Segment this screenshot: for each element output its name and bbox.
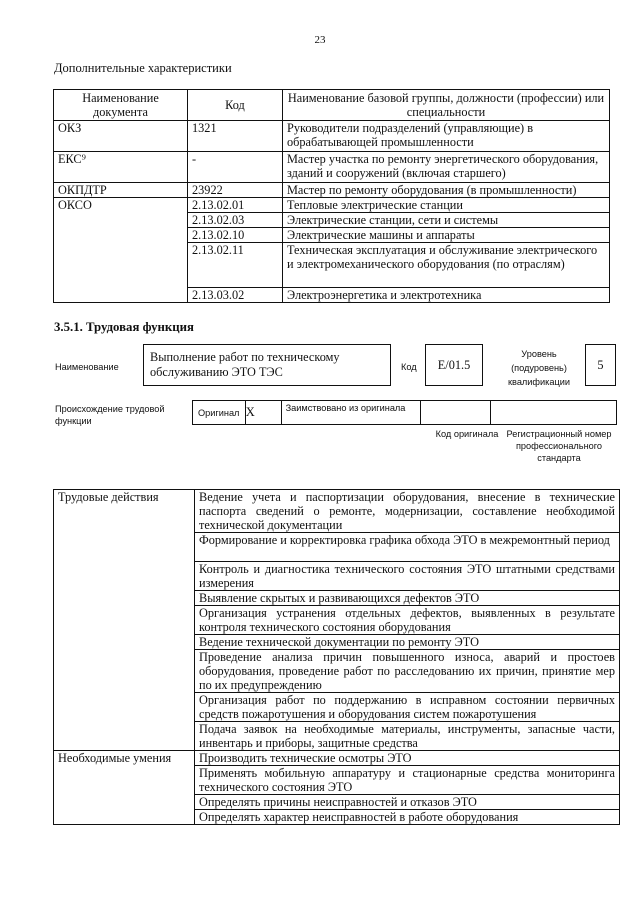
reg-number-label: Регистрационный номер профессионального стандарта — [506, 429, 612, 463]
origin-label: Происхождение трудовой функции — [55, 404, 165, 426]
section-heading: Дополнительные характеристики — [54, 61, 232, 75]
code-cell: 2.13.02.11 — [188, 243, 283, 288]
code-cell: 2.13.02.01 — [188, 198, 283, 213]
skill-item: Применять мобильную аппаратуру и стационарные средства мониторинга технического состояния ЭТО — [195, 766, 620, 795]
column-header: Код — [188, 90, 283, 121]
code-label: Код — [401, 362, 417, 372]
table-row — [54, 183, 610, 198]
code-cell: 2.13.02.03 — [188, 213, 283, 228]
code-original-label: Код оригинала — [435, 429, 499, 439]
origin-box — [192, 400, 617, 425]
code-cell: 2.13.03.02 — [188, 288, 283, 303]
table-row — [54, 751, 620, 766]
name-label: Наименование — [55, 362, 119, 372]
subsection-heading: 3.5.1. Трудовая функция — [54, 320, 194, 334]
action-item: Организация работ по поддержанию в исправном состоянии первичных средств пожаротушения и оборудования систем пожаротушения — [195, 693, 620, 722]
code-original-cell — [421, 401, 491, 424]
action-item: Выявление скрытых и развивающихся дефектов ЭТО — [195, 591, 620, 606]
group-label: Трудовые действия — [54, 490, 195, 751]
column-header: Наименование документа — [54, 90, 188, 121]
code-cell: 23922 — [188, 183, 283, 198]
code-cell: - — [188, 152, 283, 183]
name-cell: Техническая эксплуатация и обслуживание электрического и электромеханического оборудования (по отраслям) — [283, 243, 610, 288]
name-cell: Электроэнергетика и электротехника — [283, 288, 610, 303]
action-item: Проведение анализа причин повышенного износа, аварий и простоев оборудования, проведение работ по расследованию их причин, принятие мер по их предупреждению — [195, 650, 620, 693]
skill-item: Определять характер неисправностей в работе оборудования — [195, 810, 620, 825]
borrowed-label: Заимствовано из оригинала — [282, 401, 421, 424]
name-cell: Электрические машины и аппараты — [283, 228, 610, 243]
code-cell: 1321 — [188, 121, 283, 152]
table-row — [54, 198, 610, 213]
classification-table — [53, 89, 610, 303]
reg-number-cell — [491, 401, 616, 424]
action-item: Ведение технической документации по ремонту ЭТО — [195, 635, 620, 650]
level-label: Уровень (подуровень) квалификации — [508, 349, 570, 387]
action-item: Формирование и корректировка графика обхода ЭТО в межремонтный период — [195, 533, 620, 562]
column-header: Наименование базовой группы, должности (профессии) или специальности — [283, 90, 610, 121]
doc-cell: ОКПДТР — [54, 183, 188, 198]
name-cell: Мастер участка по ремонту энергетического оборудования, зданий и сооружений (включая старшего) — [283, 152, 610, 183]
doc-cell: ЕКС⁹ — [54, 152, 188, 183]
name-cell: Мастер по ремонту оборудования (в промышленности) — [283, 183, 610, 198]
group-label: Необходимые умения — [54, 751, 195, 825]
table-row — [54, 152, 610, 183]
name-cell: Тепловые электрические станции — [283, 198, 610, 213]
doc-cell: ОКСО — [54, 198, 188, 303]
original-label: Оригинал — [193, 401, 246, 424]
function-code-box: E/01.5 — [425, 344, 483, 386]
function-name-box: Выполнение работ по техническому обслуживанию ЭТО ТЭС — [143, 344, 391, 386]
code-cell: 2.13.02.10 — [188, 228, 283, 243]
level-box: 5 — [585, 344, 616, 386]
action-item: Подача заявок на необходимые материалы, инструменты, запасные части, инвентарь и приборы, защитные средства — [195, 722, 620, 751]
name-cell: Электрические станции, сети и системы — [283, 213, 610, 228]
original-mark: X — [246, 401, 282, 424]
skill-item: Производить технические осмотры ЭТО — [195, 751, 620, 766]
table-row — [54, 121, 610, 152]
action-item: Ведение учета и паспортизации оборудования, внесение в технические паспорта сведений о ремонте, модернизации, составление необходимой технической документации — [195, 490, 620, 533]
table-row — [54, 490, 620, 533]
skill-item: Определять причины неисправностей и отказов ЭТО — [195, 795, 620, 810]
action-item: Контроль и диагностика технического состояния ЭТО штатными средствами измерения — [195, 562, 620, 591]
name-cell: Руководители подразделений (управляющие) в обрабатывающей промышленности — [283, 121, 610, 152]
function-details-table — [53, 489, 620, 825]
table-header-row — [54, 90, 610, 121]
action-item: Организация устранения отдельных дефектов, выявленных в результате контроля технического состояния оборудования — [195, 606, 620, 635]
doc-cell: ОКЗ — [54, 121, 188, 152]
page-number: 23 — [314, 34, 326, 46]
